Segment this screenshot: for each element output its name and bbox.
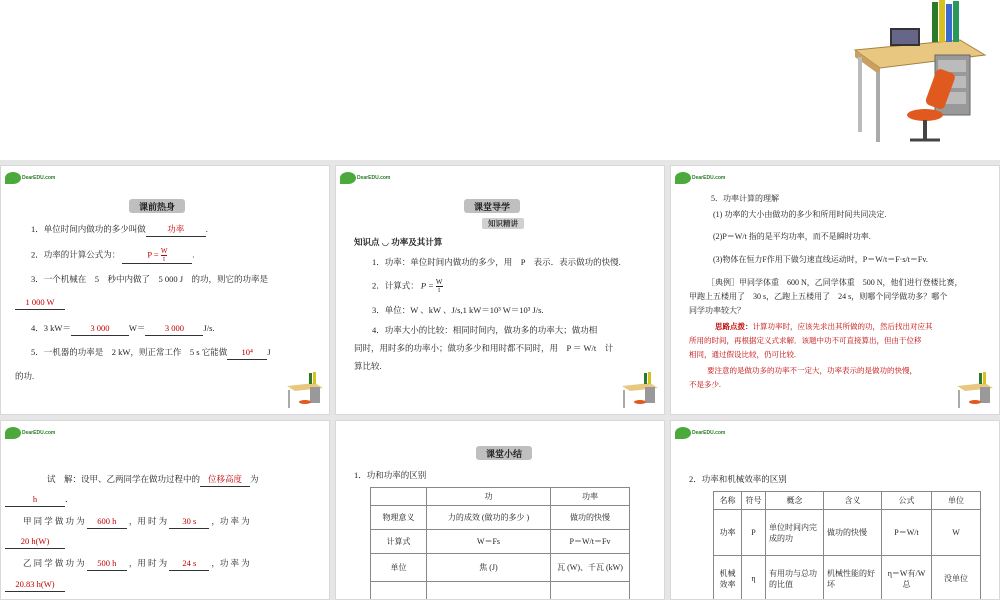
table-cell: 焦 (J) [427, 554, 551, 582]
table-header-cell: 功 [427, 488, 551, 506]
slide-summary-2[interactable] [670, 420, 1000, 600]
question-2: 2．功率的计算公式为： P = $\frac{W}{t}$ . [31, 247, 195, 263]
solution-line-3: 甲 同 学 做 功 为 600 h ，用 时 为 30 s ，功 率 为 [23, 515, 250, 529]
table-cell: 机械性能的好坏 [824, 556, 882, 600]
desk-thumbnail [955, 372, 995, 410]
table-cell: 瓦 (W)、千瓦 (kW) [551, 554, 630, 582]
question-5: 5．一机器的功率是 2 kW，则正常工作 5 s 它能做 10⁴ J [31, 346, 271, 360]
slide-guide[interactable] [335, 165, 665, 415]
tip-line-1: 思路点拨：计算功率时，应该先求出其所做的功，然后找出对应其 [715, 322, 933, 331]
section-ribbon: 课堂小结 [476, 446, 532, 460]
dearedu-logo: DearEDU.com [5, 424, 55, 442]
line-5-2: (2)P＝W/t 指的是平均功率，而不是瞬时功率. [713, 232, 871, 241]
slide-solution[interactable] [0, 420, 330, 600]
line-3: 3．单位：W 、kW 、J/s,1 kW＝10³ W＝10³ J/s. [372, 305, 544, 315]
knowledge-point-title: 知识点 ◡ 功率及其计算 [354, 237, 443, 247]
page-header [0, 0, 1000, 160]
tip-line-3: 相同，通过假设比较，仍可比较. [689, 350, 796, 359]
desk-thumbnail [285, 372, 325, 410]
question-1: 1．单位时间内做功的多少叫做 功率 . [31, 223, 208, 237]
dearedu-logo: DearEDU.com [675, 169, 725, 187]
section-ribbon: 课前热身 [129, 199, 185, 213]
table-cell: P＝W/t [882, 510, 932, 556]
solution-line-6: 20.83 h(W) [5, 578, 65, 592]
line-5-1: (1) 功率的大小由做功的多少和所用时间共同决定. [713, 210, 887, 219]
slide-understanding[interactable] [670, 165, 1000, 415]
table-title: 1．功和功率的区别 [354, 470, 427, 480]
example-line-2: 甲跑上五楼用了 30 s，乙跑上五楼用了 24 s，则哪个同学做功多？哪个 [689, 292, 948, 301]
dearedu-logo: DearEDU.com [340, 169, 390, 187]
table-header-cell: 名称 [714, 492, 742, 510]
question-3-answer: 1 000 W [15, 296, 65, 310]
sub-ribbon: 知识精讲 [482, 218, 524, 229]
section-ribbon: 课堂导学 [464, 199, 520, 213]
table-cell: 单位 [371, 554, 427, 582]
tip-line-2: 所用的时间，再根据定义式求解．该题中功不可直接算出，但由于位移 [689, 336, 922, 345]
line-1: 1．功率：单位时间内做功的多少，用 P 表示．表示做功的快慢. [372, 257, 621, 267]
table-cell: 没单位 [932, 556, 981, 600]
table-cell: P＝W/t＝Fv [551, 530, 630, 554]
table-cell: 机械效率 [714, 556, 742, 600]
table-cell: 计算式 [371, 530, 427, 554]
table-cell: W＝Fs [427, 530, 551, 554]
question-5-cont: 的功. [15, 371, 35, 381]
question-3: 3．一个机械在 5 秒中内做了 5 000 J 的功，则它的功率是 [31, 274, 269, 284]
table-title: 2．功率和机械效率的区别 [689, 474, 787, 484]
table-cell: W [932, 510, 981, 556]
solution-line-5: 乙 同 学 做 功 为 500 h ，用 时 为 24 s ，功 率 为 [23, 557, 250, 571]
example-line-1: ［典例］甲同学体重 600 N，乙同学体重 500 N，他们进行登楼比赛， [707, 278, 963, 287]
solution-line-4: 20 h(W) [5, 535, 65, 549]
solution-line-2: h ． [5, 493, 74, 507]
table-cell: 力的成效 (做功的多少 ) [427, 506, 551, 530]
question-4: 4．3 kW＝ 3 000 W＝ 3 000 J/s. [31, 322, 215, 336]
dearedu-logo: DearEDU.com [675, 424, 725, 442]
line-2: 2．计算式： P = $\frac{W}{t}$ [372, 278, 443, 294]
table-header-cell: 公式 [882, 492, 932, 510]
solution-line-1: 试 解：设甲、乙两同学在做功过程中的 位移高度 为 [47, 473, 259, 487]
table-cell: η [742, 556, 766, 600]
table-cell: 单位时间内完成的功 [766, 510, 824, 556]
example-line-3: 同学功率较大？ [689, 306, 745, 315]
power-efficiency-table [713, 491, 981, 600]
table-cell: η＝W有/W总 [882, 556, 932, 600]
table-cell: P [742, 510, 766, 556]
table-cell: 功率 [714, 510, 742, 556]
line-4b: 同时，用时多的功率小；做功多少和用时都不同时，用 P ＝ W/t 计 [354, 343, 614, 353]
table-header-cell: 功率 [551, 488, 630, 506]
table-cell: 物理意义 [371, 506, 427, 530]
table-cell: 有用功与总功的比值 [766, 556, 824, 600]
table-header-cell: 概念 [766, 492, 824, 510]
line-4a: 4．功率大小的比较：相同时间内，做功多的功率大；做功相 [372, 325, 598, 335]
line-5: 5．功率计算的理解 [711, 194, 779, 203]
line-5-3: (3)物体在恒力F作用下做匀速直线运动时，P＝W/t＝F·s/t＝Fv. [713, 255, 928, 264]
tip-line-5: 不是多少. [689, 380, 721, 389]
dearedu-logo: DearEDU.com [5, 169, 55, 187]
slide-summary-1[interactable] [335, 420, 665, 600]
work-power-table [370, 487, 630, 600]
table-header-cell [371, 488, 427, 506]
tip-line-4: 要注意的是做功多的功率不一定大，功率表示的是做功的快慢， [707, 366, 917, 375]
table-header-cell: 单位 [932, 492, 981, 510]
desk-thumbnail [620, 372, 660, 410]
desk-illustration [850, 0, 990, 150]
table-header-cell: 含义 [824, 492, 882, 510]
slide-warmup[interactable] [0, 165, 330, 415]
table-cell: 做功的快慢 [551, 506, 630, 530]
table-cell: 做功的快慢 [824, 510, 882, 556]
line-4c: 算比较. [354, 361, 382, 371]
table-header-cell: 符号 [742, 492, 766, 510]
